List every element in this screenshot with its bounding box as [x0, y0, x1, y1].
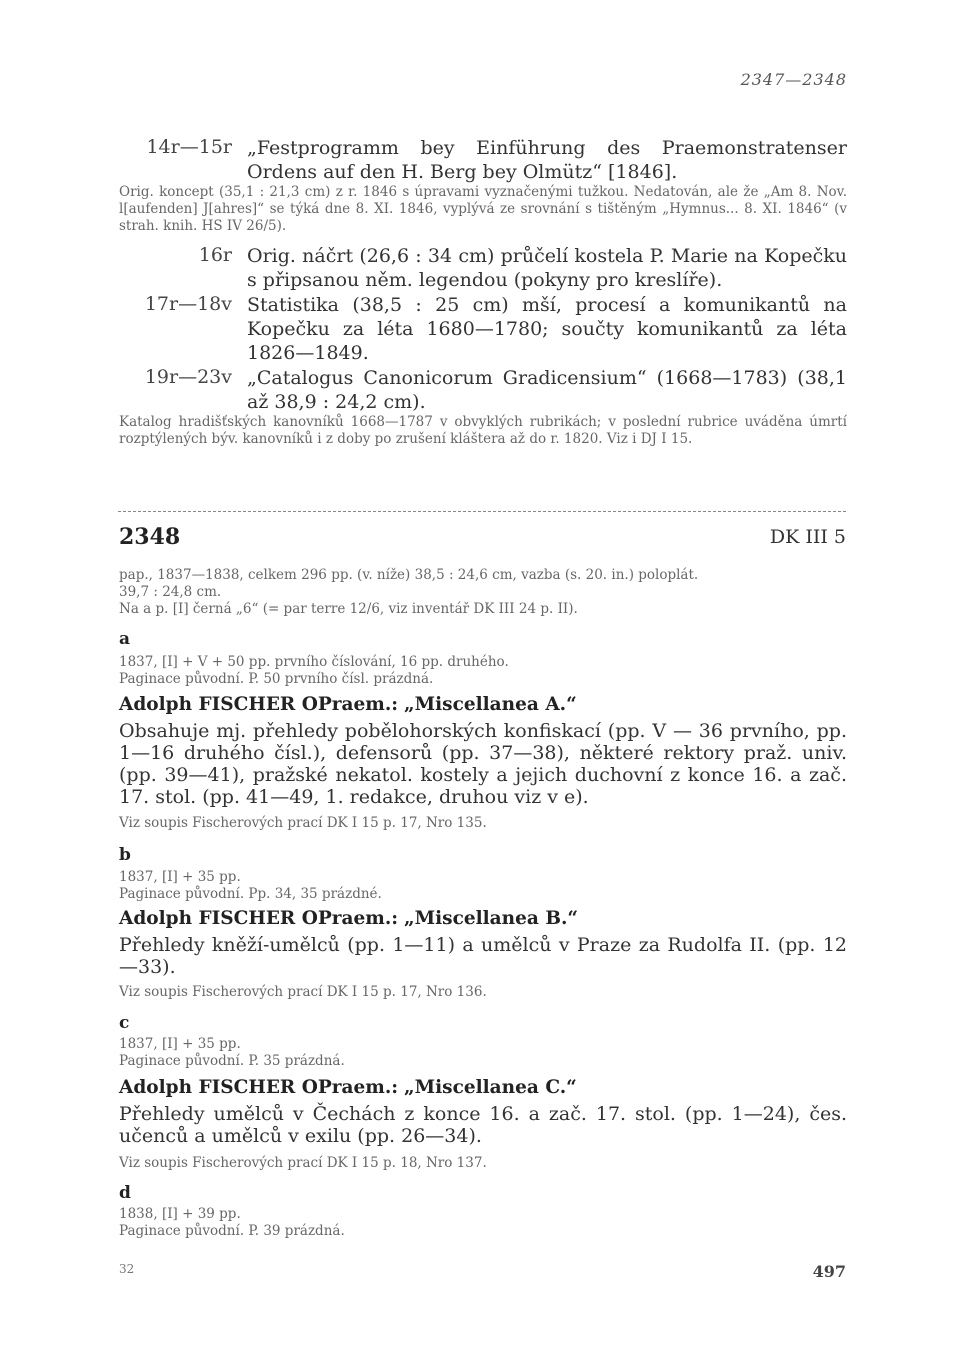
shelf-signature: DK III 5: [769, 526, 846, 548]
physical-description-3: Na a p. [I] černá „6“ (= par terre 12/6, viz inventář DK III 24 p. II).: [119, 601, 578, 617]
note-14r: Orig. koncept (35,1 : 21,3 cm) z r. 1846 s úpravami vyznačenými tužkou. Nedatován, ale že „Am 8. Nov. l[aufenden] J[ahres]“ se týká dne 8. XI. 1846, vyplývá ze srovnání s tištěným „Hymnus... 8. XI. 1846“ (v strah. knih. HS IV 26/5).: [119, 184, 847, 234]
sheet-number: 32: [119, 1262, 135, 1276]
folio-ref-17r: 17r—18v: [144, 293, 232, 315]
part-b-reference: Viz soupis Fischerových prací DK I 15 p. 17, Nro 136.: [119, 984, 487, 1000]
part-b-title: „Miscellanea B.“: [404, 908, 579, 929]
part-a-title-line: [119, 694, 577, 715]
part-a-extent: 1837, [I] + V + 50 pp. prvního číslování, 16 pp. druhého.: [119, 654, 509, 670]
physical-description-1: pap., 1837—1838, celkem 296 pp. (v. níže) 38,5 : 24,6 cm, vazba (s. 20. in.) poloplát.: [119, 567, 699, 583]
part-d-extent: 1838, [I] + 39 pp.: [119, 1206, 241, 1222]
part-c-content: Přehledy umělců v Čechách z konce 16. a zač. 17. stol. (pp. 1—24), čes. učenců a umělců v exilu (pp. 26—34).: [119, 1103, 847, 1147]
part-letter-c: c: [119, 1013, 130, 1033]
part-b-author: Adolph FISCHER OPraem.:: [119, 908, 399, 929]
running-header: 2347—2348: [740, 70, 847, 89]
part-d-pagination: Paginace původní. P. 39 prázdná.: [119, 1223, 345, 1239]
part-c-author: Adolph FISCHER OPraem.:: [119, 1077, 399, 1098]
part-b-content: Přehledy kněží-umělců (pp. 1—11) a umělců v Praze za Rudolfa II. (pp. 12—33).: [119, 934, 847, 978]
part-b-title-line: [119, 908, 578, 929]
part-letter-a: a: [119, 629, 131, 649]
part-b-pagination: Paginace původní. Pp. 34, 35 prázdné.: [119, 886, 382, 902]
folio-ref-16r: 16r: [198, 244, 232, 266]
folio-text-19r: „Catalogus Canonicorum Gradicensium“ (1668—1783) (38,1 až 38,9 : 24,2 cm).: [247, 367, 847, 413]
section-divider: [118, 511, 846, 512]
part-c-extent: 1837, [I] + 35 pp.: [119, 1036, 241, 1052]
part-a-author: Adolph FISCHER OPraem.:: [119, 694, 399, 715]
entry-number: 2348: [119, 524, 181, 550]
physical-description-2: 39,7 : 24,8 cm.: [119, 584, 222, 600]
folio-text-16r: Orig. náčrt (26,6 : 34 cm) průčelí kostela P. Marie na Kopečku s připsanou něm. legendou (pokyny pro kreslíře).: [247, 245, 847, 291]
part-c-title: „Miscellanea C.“: [404, 1077, 577, 1098]
part-a-title: „Miscellanea A.“: [404, 694, 577, 715]
folio-ref-19r: 19r—23v: [144, 366, 232, 388]
part-letter-b: b: [119, 845, 131, 865]
part-a-pagination: Paginace původní. P. 50 prvního čísl. prázdná.: [119, 671, 434, 687]
folio-text-17r: Statistika (38,5 : 25 cm) mší, procesí a komunikantů na Kopečku za léta 1680—1780; součty komunikantů za léta 1826—1849.: [247, 294, 847, 364]
note-19r: Katalog hradišťských kanovníků 1668—1787 v obvyklých rubrikách; v poslední rubrice uváděna úmrtí rozptýlených býv. kanovníků i z doby po zrušení kláštera až do r. 1820. Viz i DJ I 15.: [119, 414, 847, 447]
part-a-content: Obsahuje mj. přehledy pobělohorských konfiskací (pp. V — 36 prvního, pp. 1—16 druhého čísl.), defensorů (pp. 37—38), některé rektory praž. univ. (pp. 39—41), pražské nekatol. kostely a jejich duchovní z konce 16. a zač. 17. stol. (pp. 41—49, 1. redakce, druhou viz v e).: [119, 720, 847, 808]
folio-text-14r: „Festprogramm bey Einführung des Praemonstratenser Ordens auf den H. Berg bey Olmütz“ [1846].: [247, 137, 847, 183]
part-c-title-line: [119, 1077, 577, 1098]
part-c-pagination: Paginace původní. P. 35 prázdná.: [119, 1053, 345, 1069]
folio-ref-14r: 14r—15r: [146, 136, 232, 158]
part-b-extent: 1837, [I] + 35 pp.: [119, 869, 241, 885]
part-c-reference: Viz soupis Fischerových prací DK I 15 p. 18, Nro 137.: [119, 1155, 487, 1171]
part-a-reference: Viz soupis Fischerových prací DK I 15 p. 17, Nro 135.: [119, 815, 487, 831]
page-number: 497: [812, 1262, 846, 1281]
part-letter-d: d: [119, 1183, 131, 1203]
